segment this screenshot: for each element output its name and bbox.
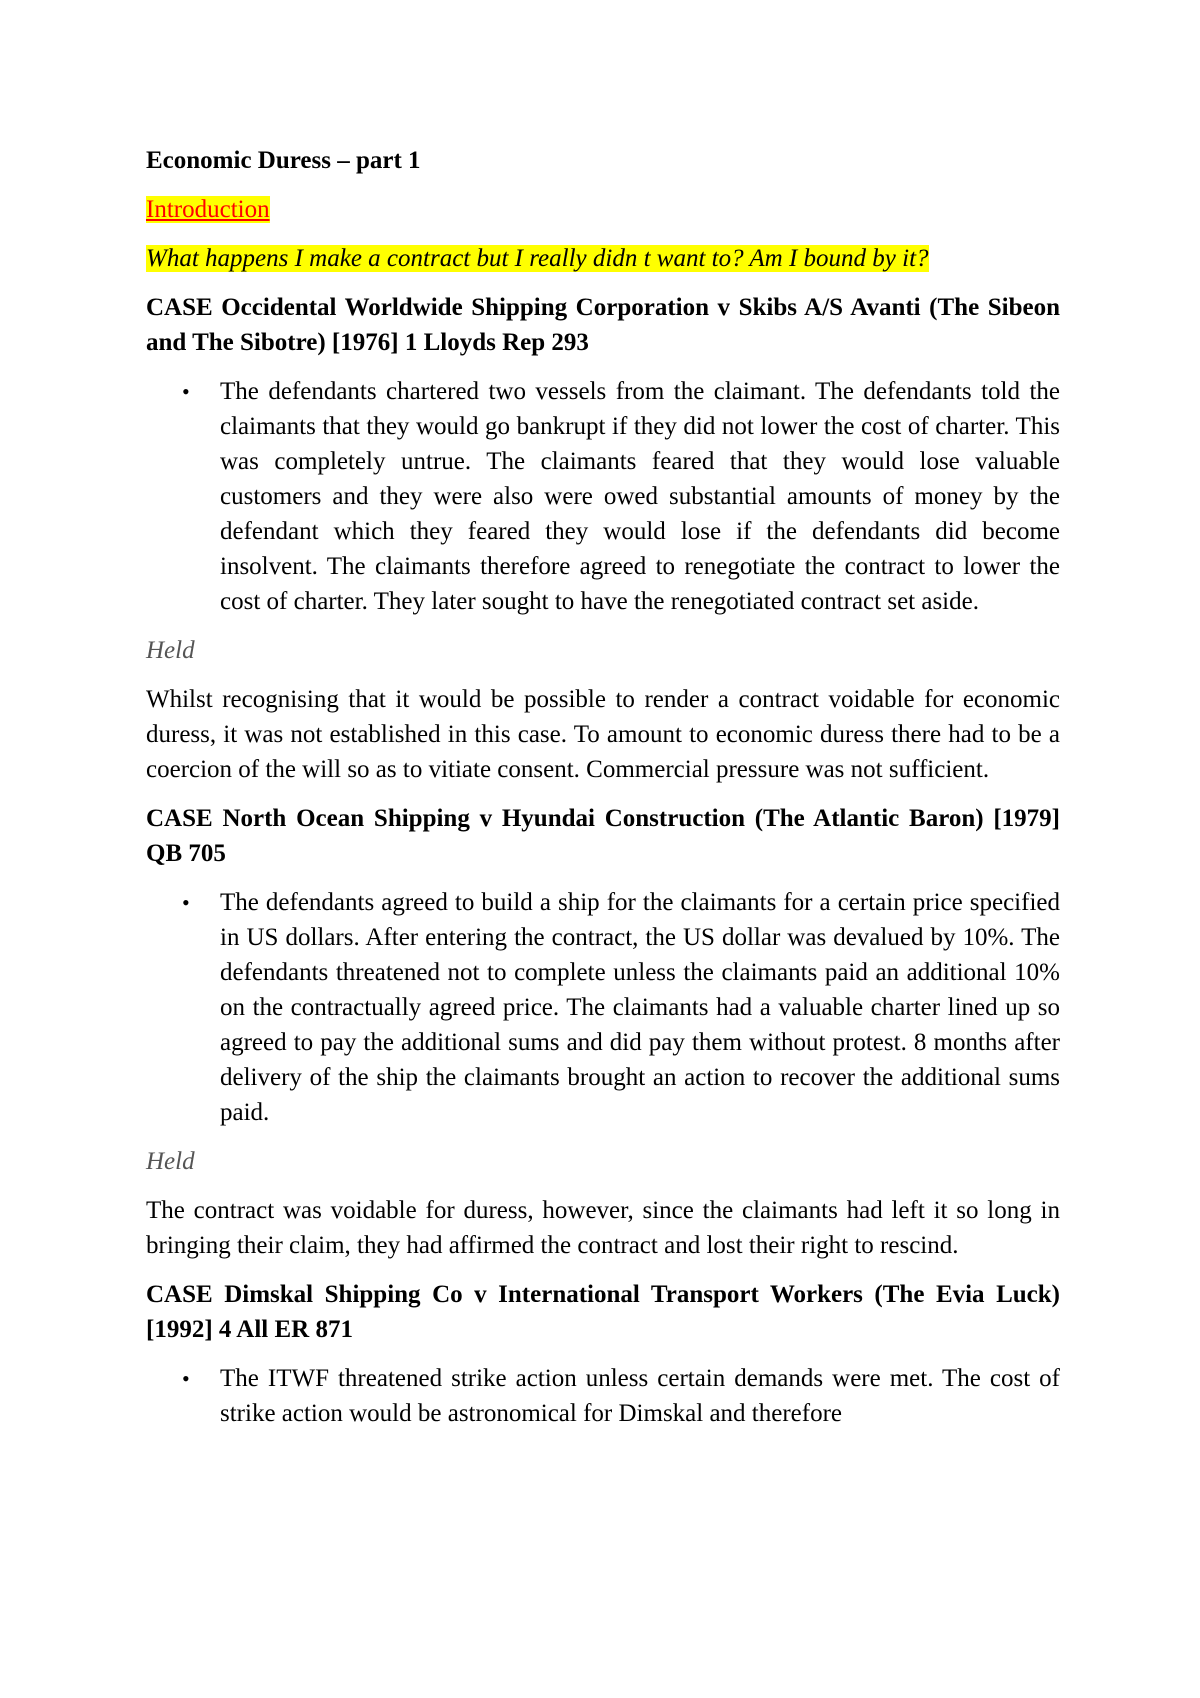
case-heading: CASE North Ocean Shipping v Hyundai Construction (The Atlantic Baron) [1979] QB 705 <box>146 805 1060 867</box>
held-text: Whilst recognising that it would be possible to render a contract voidable for economic duress, it was not established in this case. To amount to economic duress there had to be a coercion of the will so as to vitiate consent. Commercial pressure was not sufficient. <box>146 686 1060 783</box>
case-facts-list <box>146 374 1060 619</box>
intro-question: What happens I make a contract but I really didn t want to? Am I bound by it? <box>146 245 929 272</box>
bullet-icon: • <box>182 379 190 404</box>
case-facts-text: The defendants chartered two vessels from the claimant. The defendants told the claimants that they would go bankrupt if they did not lower the cost of charter. This was completely untrue. The claimants feared that they would lose valuable customers and they were also were owed substantial amounts of money by the defendant which they feared they would lose if the defendants did become insolvent. The claimants therefore agreed to renegotiate the contract to lower the cost of charter. They later sought to have the renegotiated contract set aside. <box>220 378 1060 615</box>
document-title: Economic Duress – part 1 <box>146 147 421 174</box>
bullet-icon: • <box>182 1366 190 1391</box>
introduction-heading-wrap <box>146 192 1060 227</box>
case-heading: CASE Occidental Worldwide Shipping Corporation v Skibs A/S Avanti (The Sibeon and The Sibotre) [1976] 1 Lloyds Rep 293 <box>146 294 1060 356</box>
intro-question-wrap <box>146 241 1060 276</box>
case-facts-item <box>146 374 1060 619</box>
document-content <box>146 143 1060 1445</box>
held-label: Held <box>146 637 195 664</box>
case-facts-text: The defendants agreed to build a ship for the claimants for a certain price specified in US dollars. After entering the contract, the US dollar was devalued by 10%. The defendants threatened not to complete unless the claimants paid an additional 10% on the contractually agreed price. The claimants had a valuable charter lined up so agreed to pay the additional sums and did pay them without protest. 8 months after delivery of the ship the claimants brought an action to recover the additional sums paid. <box>220 889 1060 1126</box>
case-facts-text: The ITWF threatened strike action unless certain demands were met. The cost of strike action would be astronomical for Dimskal and therefore <box>220 1365 1060 1427</box>
case-facts-item <box>146 885 1060 1130</box>
case-facts-item <box>146 1361 1060 1431</box>
case-facts-list <box>146 1361 1060 1431</box>
bullet-icon: • <box>182 890 190 915</box>
case-heading: CASE Dimskal Shipping Co v International Transport Workers (The Evia Luck) [1992] 4 All ER 871 <box>146 1281 1060 1343</box>
held-text: The contract was voidable for duress, however, since the claimants had left it so long in bringing their claim, they had affirmed the contract and lost their right to rescind. <box>146 1197 1060 1259</box>
case-facts-list <box>146 885 1060 1130</box>
introduction-heading: Introduction <box>146 196 270 223</box>
held-label: Held <box>146 1148 195 1175</box>
